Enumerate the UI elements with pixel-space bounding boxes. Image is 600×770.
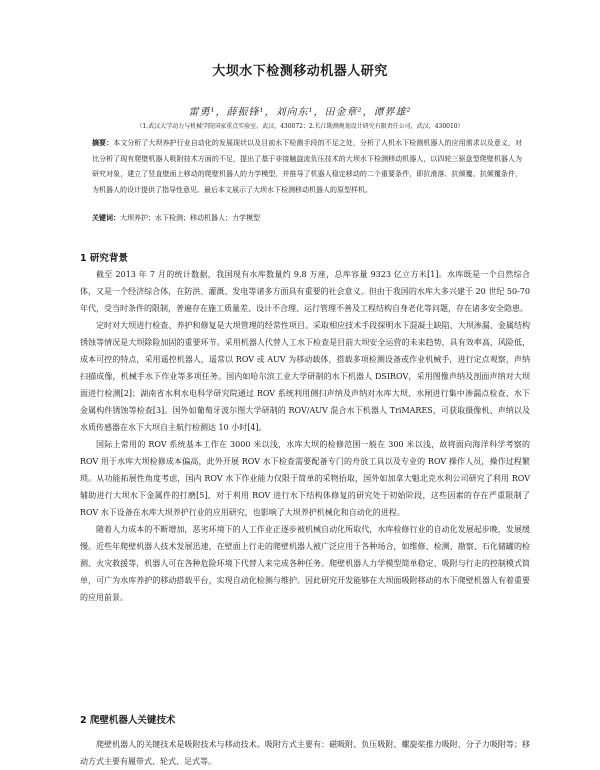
section-body-background	[80, 266, 530, 606]
abstract	[92, 135, 522, 198]
paragraph: 定时对大坝进行检查、养护和修复是大坝管理的经常性项目。采取相应技术手段探明水下混凝土缺陷、大坝渗漏、金属结构锈蚀等情况是大坝除险加固的重要环节。采用机器人代替人工水下检查是目前大坝安全运营的未来趋势，具有效率高，风险低，成本可控的特点，采用遥控机器人，遥常以 ROV 或 AUV 为移动载体，搭载多项检测设备或作业机械手，进行定点观察，声纳扫描成像，机械手水下作业等多项任务。国内如哈尔滨工业大学研制的水下机器人 DSIROV，采用图像声纳及剖面声纳对大坝面进行检测[2]；湖南省水利水电科学研究院通过 ROV 系统利用侧扫声纳及声纳对水库大坝、水闸进行集中渗漏点检查、水下金属构件锈蚀等检查[3]。国外如葡萄牙波尔图大学研制的 ROV/AUV 混合水下机器人 TriMARES，可获取摄像机、声纳以及水质传感器在水下大坝自主航行检测达 10 小时[4]。	[80, 321, 530, 432]
author-list: 雷勇¹，薛振锋¹，刘向东¹，田金章²，谭界雄²	[188, 107, 412, 118]
affiliation: （1.武汉大学动力与机械学院国家重点实验室，武汉，430072；2.长江勘测规划设计研究有限责任公司，武汉，430010）	[136, 123, 464, 130]
abstract-label: 摘要：	[92, 138, 114, 147]
section-heading-key-tech: 2 爬壁机器人关键技术	[80, 715, 176, 726]
paragraph: 随着人力成本的不断增加，恶劣环境下的人工作业正逐步被机械自动化所取代，水库检修行业的自动化发展起步晚，发展缓慢。近些年爬壁机器人技术发展迅速，在壁面上行走的爬壁机器人被广泛应用于各种场合，如维修、检测、勘察、石化储罐的检测、火灾救援等，机器人可在各种危险环境下代替人来完成各种任务。爬壁机器人力学模型简单稳定、吸附与行走的控制模式简单，可广为水库养护的移动搭载平台，实现自动化检测与维护。因此研究开发能够在大坝面吸附移动的水下爬壁机器人有着重要的应用前景。	[80, 525, 530, 602]
keywords	[92, 212, 522, 224]
paragraph: 截至 2013 年 7 月的统计数据，我国现有水库数量约 9.8 万座，总库容量 9323 亿立方米[1]。水库既是一个自然综合体，又是一个经济综合体，在防洪、灌溉、发电等诸多方面具有重要的社会意义。但由于我国的水库大多兴建于 20 世纪 50-70 年代，受当时条件的限制，普遍存在施工质量差、设计不合理、运行管理不善及工程结构自身老化等问题，存在诸多安全隐患。	[80, 270, 530, 313]
paragraph: 爬壁机器人的关键技术是吸附技术与移动技术。吸附方式主要有：磁吸附、负压吸附、螺旋桨推力吸附、分子力吸附等；移动方式主要有履带式、轮式、足式等。	[80, 740, 530, 766]
section-heading-background: 1 研究背景	[80, 253, 128, 264]
keywords-label: 关键词：	[92, 213, 120, 222]
keywords-text: 大坝养护；水下检测；移动机器人；力学模型	[120, 214, 260, 222]
section-body-key-tech	[80, 736, 530, 770]
paragraph: 国际上常用的 ROV 系统基本工作在 3000 米以浅，水库大坝的检修范围一般在 300 米以浅，故将面向海洋科学考察的 ROV 用于水库大坝检修成本偏高，此外开展 ROV 水下检查需要配备专门的舟放工具以及专业的 ROV 操作人员，操作过程繁琐。从功能拓展性角度考虑，国内 ROV 水下作业能力仅限于简单的采物抬取，国外如加拿大魁北克水利公司研究了利用 ROV 辅助进行大坝水下金属件的打磨[5]，对于利用 ROV 进行水下结构体修复的研究处于初始阶段，这些因素的存在严重限制了 ROV 水下设备在水库大坝养护行业的应用研究，也影响了大坝养护机械化和自动化的进程。	[80, 440, 530, 517]
abstract-text: 本文分析了大坝养护行业自动化的发展现状以及目前水下检测手段的不足之处，分析了人机水下检测机器人的应用需求以及意义，对比分析了现有爬壁机器人吸附技术方面的不足，提出了基于非接触旋流负压技术的大坝水下检测移动机器人，以四轮三驱盘型爬壁机器人为研究对象，建立了竖直壁面上移动的爬壁机器人的力学模型，并推导了机器人稳定移动的二个重要条件，即抗滑落、抗倾覆、抗倾覆条件，为机器人的设计提供了指导性意见。最后本文展示了大坝水下检测移动机器人的原型样机。	[92, 139, 523, 194]
paper-title: 大坝水下检测移动机器人研究	[212, 64, 388, 79]
